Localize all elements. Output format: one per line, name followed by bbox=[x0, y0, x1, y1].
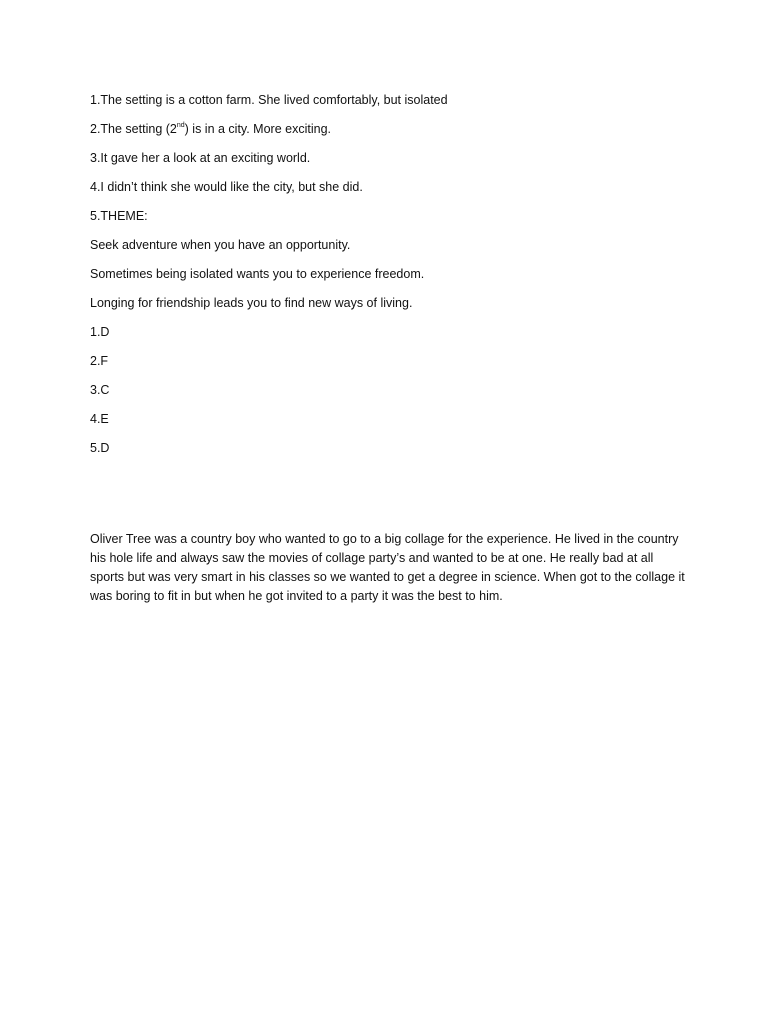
theme-line-1: Seek adventure when you have an opportunity. bbox=[90, 238, 351, 252]
answer-line-2-end: ) is in a city. More exciting. bbox=[184, 122, 331, 136]
answer-line-2 bbox=[90, 122, 690, 137]
letter-answer-1: 1.D bbox=[90, 325, 110, 339]
letter-answer-5: 5.D bbox=[90, 441, 110, 455]
story-paragraph: Oliver Tree was a country boy who wanted to go to a big collage for the experience. He lived in the country his hole life and always saw the movies of collage party’s and wanted to be at one. He really bad at all sports but was very smart in his classes so we wanted to get a degree in science. When got to the collage it was boring to fit in but when he got invited to a party it was the best to him. bbox=[90, 532, 685, 603]
ordinal-superscript: nd bbox=[176, 121, 185, 129]
answer-list bbox=[90, 93, 690, 470]
answer-line-4: 4.I didn’t think she would like the city, but she did. bbox=[90, 180, 363, 194]
theme-line-3: Longing for friendship leads you to find new ways of living. bbox=[90, 296, 413, 310]
letter-answer-3: 3.C bbox=[90, 383, 110, 397]
letter-answer-2: 2.F bbox=[90, 354, 109, 368]
theme-line-2: Sometimes being isolated wants you to experience freedom. bbox=[90, 267, 425, 281]
letter-answer-4: 4.E bbox=[90, 412, 109, 426]
answer-line-2-start: 2.The setting (2 bbox=[90, 122, 177, 136]
theme-heading: 5.THEME: bbox=[90, 209, 148, 223]
answer-line-1: 1.The setting is a cotton farm. She lived comfortably, but isolated bbox=[90, 93, 448, 107]
answer-line-3: 3.It gave her a look at an exciting world. bbox=[90, 151, 311, 165]
